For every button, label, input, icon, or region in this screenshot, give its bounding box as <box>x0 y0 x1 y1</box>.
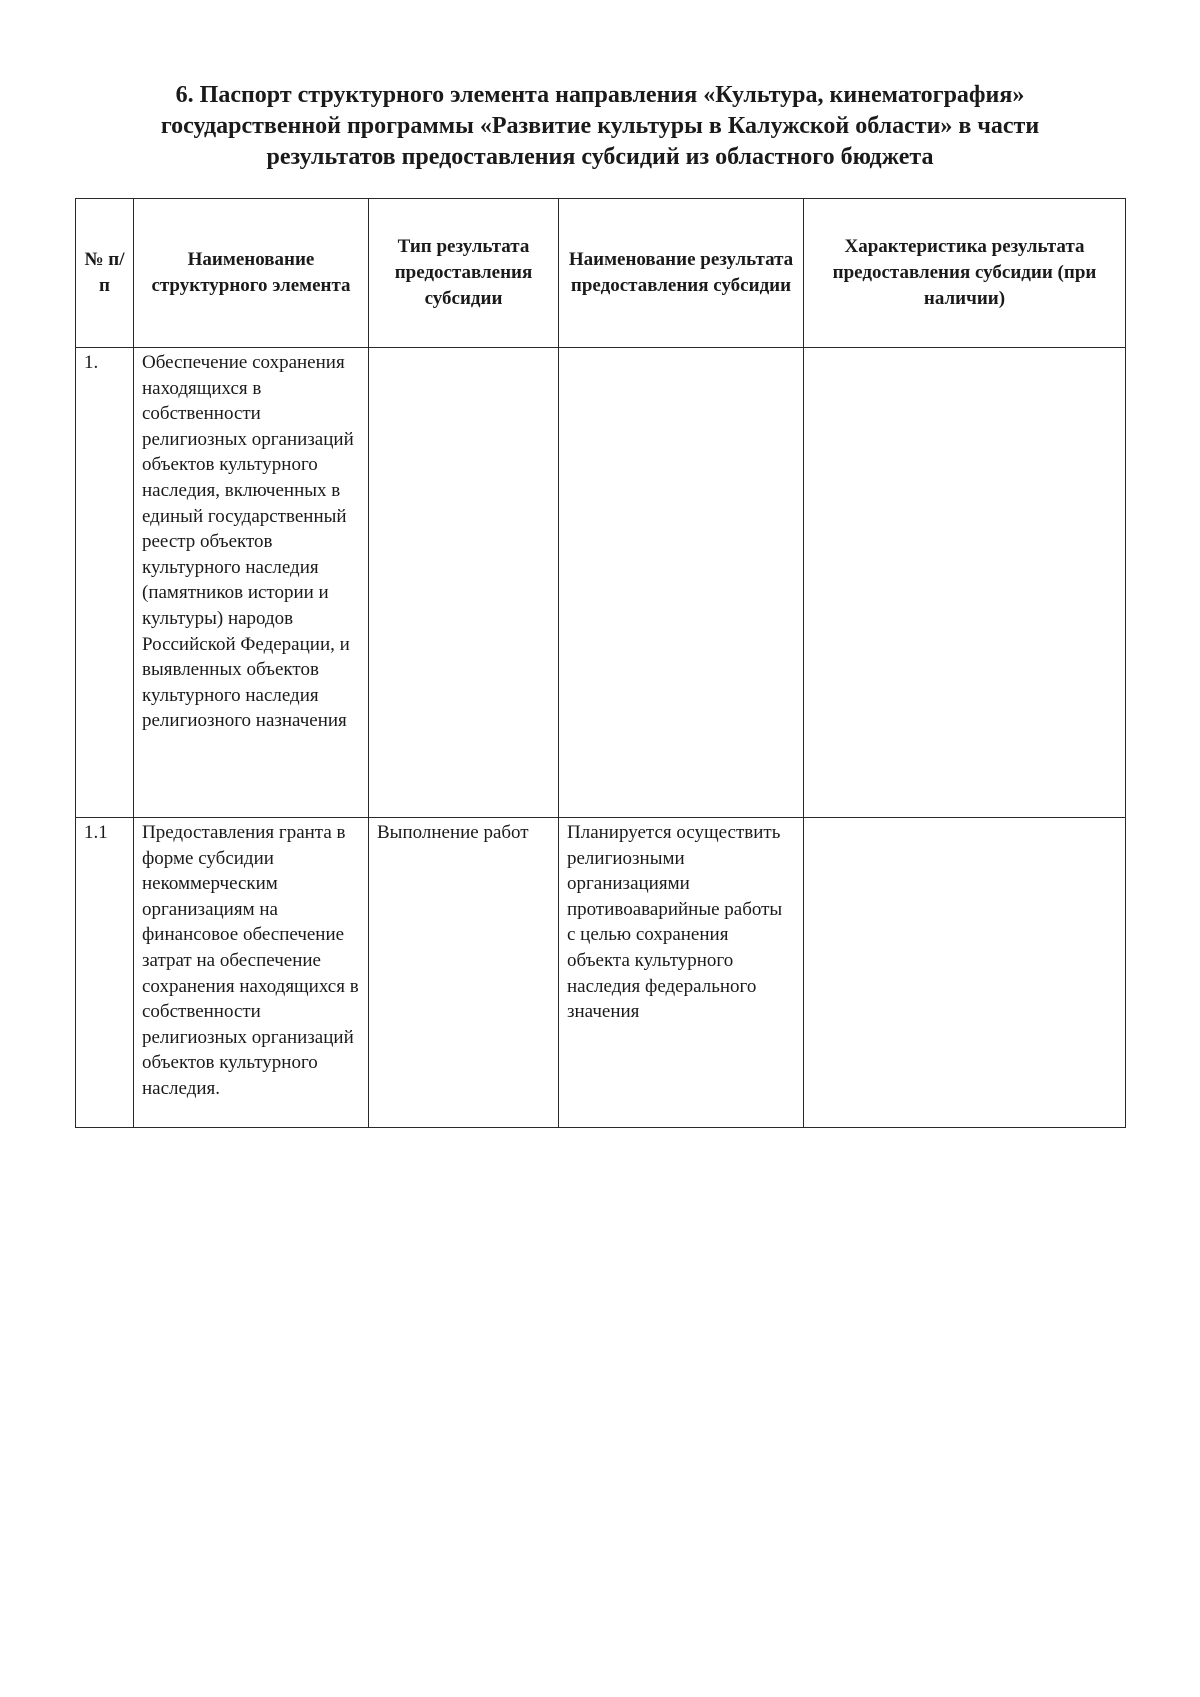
row-number: 1. <box>76 348 134 818</box>
table-row <box>76 818 1126 1128</box>
table-header-row <box>76 199 1126 348</box>
title-line: результатов предоставления субсидий из областного бюджета <box>266 144 934 170</box>
title-line: государственной программы «Развитие культуры в Калужской области» в части <box>160 113 1040 139</box>
result-type-cell: Выполнение работ <box>369 818 559 1128</box>
result-name-cell: Планируется осуществить религиозными организациями противоаварийные работы с целью сохранения объекта культурного наследия федерального значения <box>559 818 804 1128</box>
column-header-element-name: Наименование структурного элемента <box>134 199 369 348</box>
column-header-result-type: Тип результата предоставления субсидии <box>369 199 559 348</box>
column-header-result-name: Наименование результата предоставления субсидии <box>559 199 804 348</box>
result-characteristic-cell <box>804 818 1126 1128</box>
column-header-result-characteristic: Характеристика результата предоставления субсидии (при наличии) <box>804 199 1126 348</box>
result-name-cell <box>559 348 804 818</box>
result-characteristic-cell <box>804 348 1126 818</box>
element-name-cell: Предоставления гранта в форме субсидии некоммерческим организациям на финансовое обеспечение затрат на обеспечение сохранения находящихся в собственности религиозных организаций объектов культурного наследия. <box>134 818 369 1128</box>
result-type-cell <box>369 348 559 818</box>
column-header-number: № п/п <box>76 199 134 348</box>
row-number: 1.1 <box>76 818 134 1128</box>
table-row <box>76 348 1126 818</box>
document-title <box>80 80 1120 173</box>
element-name-cell: Обеспечение сохранения находящихся в собственности религиозных организаций объектов культурного наследия, включенных в единый государственный реестр объектов культурного наследия (памятников истории и культуры) народов Российской Федерации, и выявленных объектов культурного наследия религиозного назначения <box>134 348 369 818</box>
title-line: 6. Паспорт структурного элемента направления «Культура, кинематография» <box>175 82 1025 108</box>
passport-table <box>75 198 1126 1128</box>
